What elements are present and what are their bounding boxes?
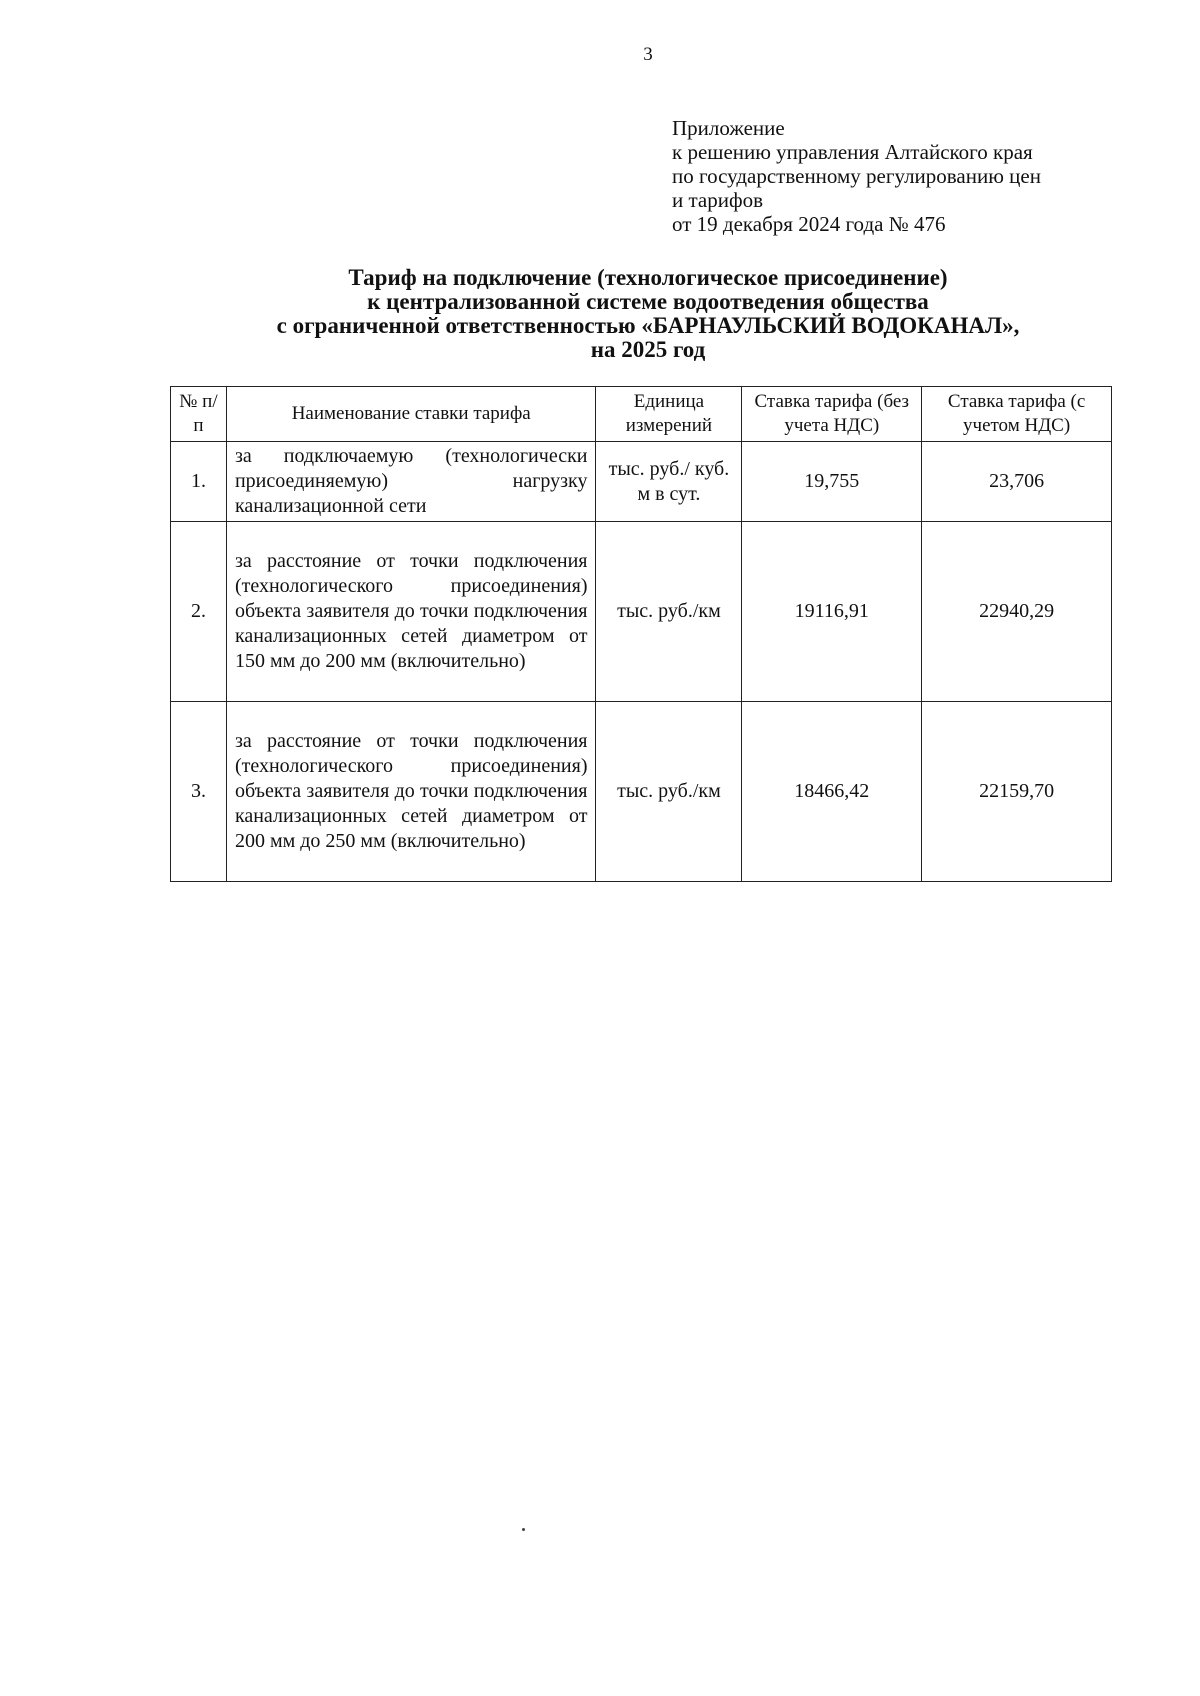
header-num: № п/п [171,387,227,442]
table-row [171,522,1112,702]
title-line: с ограниченной ответственностью «БАРНАУЛЬСКИЙ ВОДОКАНАЛ», [276,313,1020,338]
rate-without-vat: 19116,91 [742,522,922,702]
row-number: 1. [171,442,227,522]
title-line: к централизованной системе водоотведения общества [367,289,929,314]
appendix-line: и тарифов [672,188,764,212]
scan-speck [522,1528,525,1531]
rate-with-vat: 22159,70 [922,702,1112,882]
header-rate-with-vat: Ставка тарифа (с учетом НДС) [922,387,1112,442]
rate-unit: тыс. руб./ куб. м в сут. [596,442,742,522]
rate-with-vat: 23,706 [922,442,1112,522]
appendix-line: по государственному регулированию цен [672,164,1041,188]
rate-without-vat: 19,755 [742,442,922,522]
table-row [171,442,1112,522]
rate-name: за расстояние от точки подключения (технологического присоединения) объекта заявителя до точки подключения канализационных сетей диаметром от 150 мм до 200 мм (включительно) [226,522,596,702]
page-number: 3 [643,44,653,65]
row-number: 3. [171,702,227,882]
rate-name: за подключаемую (технологически присоединяемую) нагрузку канализационной сети [226,442,596,522]
appendix-line: к решению управления Алтайского края [672,140,1033,164]
header-name: Наименование ставки тарифа [226,387,596,442]
rate-name: за расстояние от точки подключения (технологического присоединения) объекта заявителя до точки подключения канализационных сетей диаметром от 200 мм до 250 мм (включительно) [226,702,596,882]
title-line: на 2025 год [590,337,706,362]
row-number: 2. [171,522,227,702]
appendix-line: от 19 декабря 2024 года № 476 [672,212,946,236]
appendix-line: Приложение [672,116,785,140]
header-unit: Единица измерений [596,387,742,442]
rate-with-vat: 22940,29 [922,522,1112,702]
tariff-table [170,386,1112,882]
appendix-block [672,116,1041,236]
document-title [150,266,1146,362]
header-rate-without-vat: Ставка тарифа (без учета НДС) [742,387,922,442]
table-header-row [171,387,1112,442]
rate-unit: тыс. руб./км [596,522,742,702]
rate-without-vat: 18466,42 [742,702,922,882]
title-line: Тариф на подключение (технологическое присоединение) [348,265,948,290]
rate-unit: тыс. руб./км [596,702,742,882]
table-row [171,702,1112,882]
